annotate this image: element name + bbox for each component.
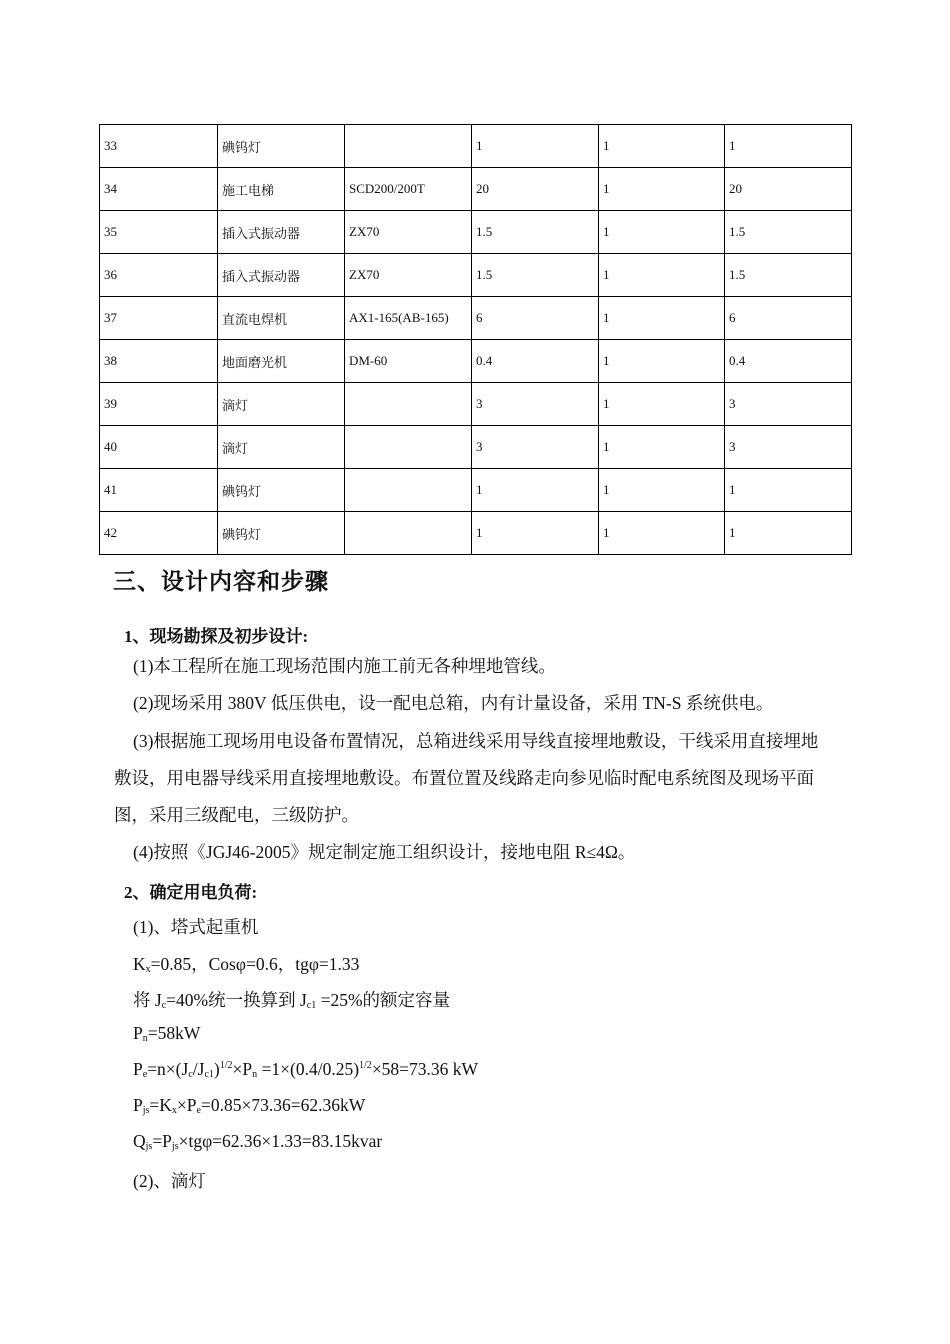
- kx-subscript: x: [145, 964, 151, 975]
- survey-paragraph-1: (1)本工程所在施工现场范围内施工前无各种埋地管线。: [133, 656, 556, 676]
- table-row: [100, 125, 852, 168]
- table-row: [100, 469, 852, 512]
- cell-equipment-name: 地面磨光机: [218, 340, 345, 383]
- pe-text-f: =1×(0.4/0.25): [257, 1059, 360, 1079]
- cell-model: [345, 125, 472, 168]
- pjs-text-a: P: [133, 1095, 143, 1115]
- cell-model: ZX70: [345, 211, 472, 254]
- conversion-text-c: =25%的额定容量: [316, 990, 451, 1010]
- cell-quantity: 1: [599, 512, 725, 555]
- pn-value: =58kW: [147, 1023, 201, 1043]
- active-load-formula: [133, 1095, 365, 1116]
- cell-row-number: 34: [100, 168, 218, 211]
- cell-total-power: 1: [725, 125, 852, 168]
- conversion-text-a: 将 J: [133, 990, 162, 1010]
- pe-sub-c1: c1: [204, 1069, 214, 1080]
- pe-sub-n: n: [252, 1069, 258, 1080]
- pe-text-g: ×58=73.36 kW: [371, 1059, 479, 1079]
- pn-subscript: n: [142, 1033, 148, 1044]
- rated-power-line: [133, 1023, 200, 1044]
- cell-total-power: 20: [725, 168, 852, 211]
- survey-paragraph-2: (2)现场采用 380V 低压供电，设一配电总箱，内有计量设备，采用 TN-S 系统供电。: [133, 693, 774, 713]
- pe-sub-c: c: [188, 1069, 193, 1080]
- cell-power-kw: 20: [472, 168, 599, 211]
- table-row: [100, 383, 852, 426]
- cell-quantity: 1: [599, 297, 725, 340]
- cell-total-power: 1.5: [725, 254, 852, 297]
- pe-sup-2: 1/2: [359, 1060, 372, 1071]
- cell-model: [345, 469, 472, 512]
- cell-power-kw: 1: [472, 125, 599, 168]
- cell-row-number: 41: [100, 469, 218, 512]
- cell-model: SCD200/200T: [345, 168, 472, 211]
- cell-model: AX1-165(AB-165): [345, 297, 472, 340]
- cell-quantity: 1: [599, 426, 725, 469]
- cell-quantity: 1: [599, 254, 725, 297]
- survey-heading: 1、现场勘探及初步设计:: [124, 627, 309, 646]
- pe-text-d: ): [213, 1059, 220, 1079]
- pjs-text-d: =0.85×73.36=62.36kW: [200, 1095, 366, 1115]
- conversion-sub-c: c: [161, 1000, 167, 1011]
- reactive-load-formula: [133, 1131, 382, 1152]
- qjs-text-c: ×tgφ=62.36×1.33=83.15kvar: [178, 1131, 383, 1151]
- cell-row-number: 36: [100, 254, 218, 297]
- cell-power-kw: 1: [472, 512, 599, 555]
- pjs-text-b: =K: [149, 1095, 172, 1115]
- pe-text-e: ×P: [232, 1059, 253, 1079]
- qjs-text-a: Q: [133, 1131, 146, 1151]
- cell-power-kw: 3: [472, 383, 599, 426]
- cell-equipment-name: 碘钨灯: [218, 469, 345, 512]
- table-row: [100, 211, 852, 254]
- cell-quantity: 1: [599, 168, 725, 211]
- pe-sub-e: e: [142, 1069, 148, 1080]
- cell-row-number: 38: [100, 340, 218, 383]
- pjs-sub: js: [142, 1105, 150, 1116]
- cell-total-power: 6: [725, 297, 852, 340]
- cell-model: [345, 512, 472, 555]
- equipment-table: [99, 124, 852, 555]
- cell-row-number: 39: [100, 383, 218, 426]
- cell-power-kw: 6: [472, 297, 599, 340]
- cell-power-kw: 3: [472, 426, 599, 469]
- pe-text-c: /J: [192, 1059, 205, 1079]
- cell-row-number: 33: [100, 125, 218, 168]
- pn-symbol: P: [133, 1023, 143, 1043]
- cell-total-power: 1: [725, 512, 852, 555]
- cell-power-kw: 0.4: [472, 340, 599, 383]
- cell-equipment-name: 插入式振动器: [218, 254, 345, 297]
- survey-paragraph-3: (3)根据施工现场用电设备布置情况，总箱进线采用导线直接埋地敷设，干线采用直接埋地敷设，用电器导线采用直接埋地敷设。布置位置及线路走向参见临时配电系统图及现场平面图，采用三级配电，三级防护。: [114, 731, 819, 825]
- pjs-text-c: ×P: [176, 1095, 197, 1115]
- tower-crane-title: (1)、塔式起重机: [133, 917, 259, 937]
- table-row: [100, 426, 852, 469]
- pe-text-b: =n×(J: [147, 1059, 189, 1079]
- coefficient-values: =0.85，Cosφ=0.6，tgφ=1.33: [150, 954, 360, 974]
- cell-total-power: 1: [725, 469, 852, 512]
- qjs-text-b: =P: [152, 1131, 172, 1151]
- cell-total-power: 1.5: [725, 211, 852, 254]
- drip-light-title: (2)、滴灯: [133, 1171, 206, 1191]
- cell-equipment-name: 施工电梯: [218, 168, 345, 211]
- table-row: [100, 168, 852, 211]
- survey-paragraph-4: (4)按照《JGJ46-2005》规定制定施工组织设计，接地电阻 R≤4Ω。: [133, 842, 636, 862]
- conversion-text-b: =40%统一换算到 J: [166, 990, 307, 1010]
- cell-row-number: 42: [100, 512, 218, 555]
- pjs-sub-x: x: [171, 1105, 177, 1116]
- cell-equipment-name: 碘钨灯: [218, 125, 345, 168]
- cell-model: ZX70: [345, 254, 472, 297]
- cell-model: DM-60: [345, 340, 472, 383]
- kx-symbol: K: [133, 954, 146, 974]
- cell-equipment-name: 直流电焊机: [218, 297, 345, 340]
- pjs-sub-e: e: [196, 1105, 201, 1116]
- qjs-sub-2: js: [171, 1141, 179, 1152]
- pe-sup-1: 1/2: [219, 1060, 233, 1071]
- equivalent-power-formula: [133, 1059, 478, 1080]
- section-title: 三、设计内容和步骤: [113, 569, 329, 594]
- cell-model: [345, 426, 472, 469]
- cell-power-kw: 1: [472, 469, 599, 512]
- table-row: [100, 340, 852, 383]
- cell-equipment-name: 滴灯: [218, 383, 345, 426]
- cell-quantity: 1: [599, 469, 725, 512]
- cell-equipment-name: 滴灯: [218, 426, 345, 469]
- cell-quantity: 1: [599, 340, 725, 383]
- cell-row-number: 37: [100, 297, 218, 340]
- cell-quantity: 1: [599, 125, 725, 168]
- cell-equipment-name: 碘钨灯: [218, 512, 345, 555]
- cell-quantity: 1: [599, 211, 725, 254]
- table-row: [100, 254, 852, 297]
- conversion-line: [133, 987, 450, 1012]
- cell-total-power: 3: [725, 383, 852, 426]
- cell-row-number: 40: [100, 426, 218, 469]
- load-heading: 2、确定用电负荷:: [124, 883, 258, 902]
- cell-equipment-name: 插入式振动器: [218, 211, 345, 254]
- pe-text-a: P: [133, 1059, 143, 1079]
- conversion-sub-c1: c1: [306, 1000, 317, 1011]
- equipment-table-body: [100, 125, 852, 555]
- cell-total-power: 0.4: [725, 340, 852, 383]
- table-row: [100, 512, 852, 555]
- coefficient-line: [133, 951, 359, 976]
- cell-row-number: 35: [100, 211, 218, 254]
- cell-power-kw: 1.5: [472, 254, 599, 297]
- cell-model: [345, 383, 472, 426]
- table-row: [100, 297, 852, 340]
- cell-quantity: 1: [599, 383, 725, 426]
- cell-total-power: 3: [725, 426, 852, 469]
- cell-power-kw: 1.5: [472, 211, 599, 254]
- qjs-sub: js: [145, 1141, 153, 1152]
